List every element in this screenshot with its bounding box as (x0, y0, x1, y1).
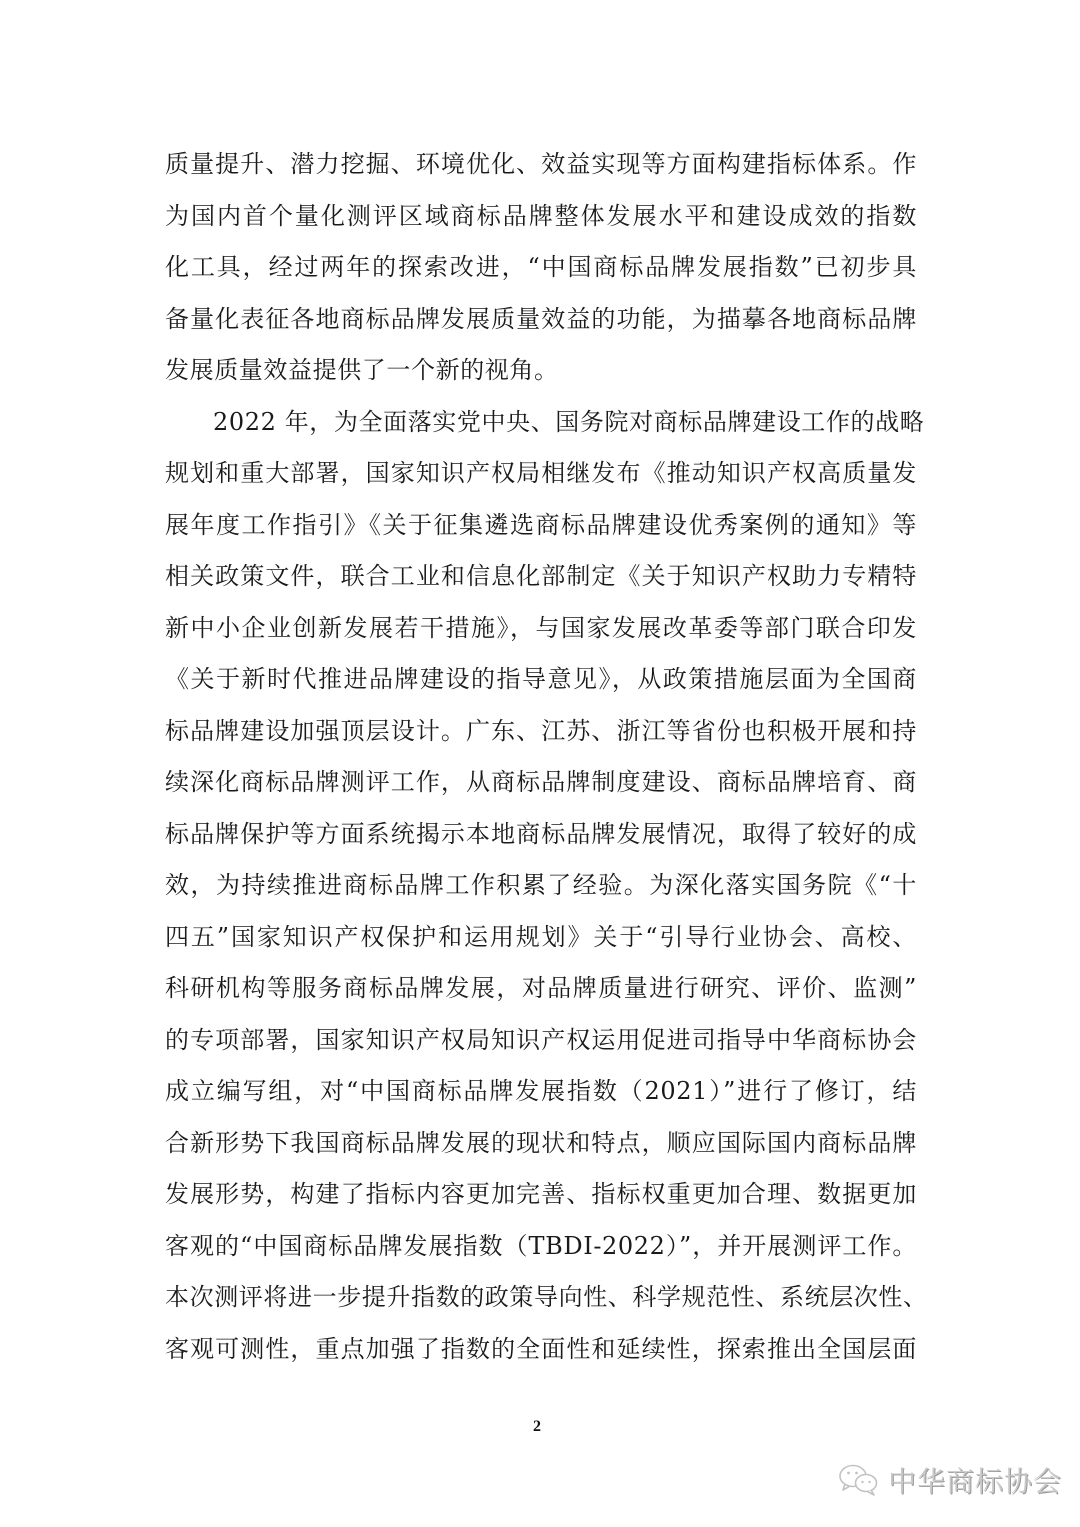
text-line: 效，为持续推进商标品牌工作积累了经验。为深化落实国务院《“十 (165, 871, 917, 899)
paragraph (165, 146, 917, 404)
watermark-text: 中华商标协会 (888, 1465, 1063, 1498)
text-line: 备量化表征各地商标品牌发展质量效益的功能，为描摹各地商标品牌 (165, 304, 917, 333)
text-line: 标品牌建设加强顶层设计。广东、江苏、浙江等省份也积极开展和持 (165, 716, 917, 745)
text-line: 客观的“中国商标品牌发展指数（TBDI-2022）”，并开展测评工作。 (165, 1231, 917, 1260)
text-line: 质量提升、潜力挖掘、环境优化、效益实现等方面构建指标体系。作 (165, 150, 917, 178)
watermark (838, 1458, 1062, 1502)
text-line: 化工具，经过两年的探索改进，“中国商标品牌发展指数”已初步具 (165, 253, 917, 281)
text-line: 续深化商标品牌测评工作，从商标品牌制度建设、商标品牌培育、商 (165, 768, 917, 796)
text-line: 展年度工作指引》《关于征集遴选商标品牌建设优秀案例的通知》等 (165, 510, 917, 539)
document-body (165, 146, 928, 1382)
text-line: 成立编写组，对“中国商标品牌发展指数（2021）”进行了修订，结 (165, 1077, 917, 1105)
wechat-icon (838, 1463, 880, 1497)
text-line: 标品牌保护等方面系统揭示本地商标品牌发展情况，取得了较好的成 (165, 819, 917, 848)
text-line: 发展形势，构建了指标内容更加完善、指标权重更加合理、数据更加 (165, 1180, 917, 1208)
text-line: 为国内首个量化测评区域商标品牌整体发展水平和建设成效的指数 (165, 201, 917, 230)
page-number: 2 (533, 1418, 541, 1435)
text-line: 2022 年，为全面落实党中央、国务院对商标品牌建设工作的战略 (213, 407, 925, 436)
text-line: 客观可测性，重点加强了指数的全面性和延续性，探索推出全国层面 (165, 1334, 917, 1363)
text-line: 相关政策文件，联合工业和信息化部制定《关于知识产权助力专精特 (165, 562, 917, 590)
text-line: 新中小企业创新发展若干措施》，与国家发展改革委等部门联合印发 (165, 613, 917, 642)
paragraph (165, 404, 928, 1383)
text-line: 四五”国家知识产权保护和运用规划》关于“引导行业协会、高校、 (165, 922, 917, 951)
text-line: 《关于新时代推进品牌建设的指导意见》，从政策措施层面为全国商 (165, 665, 917, 693)
text-line: 的专项部署，国家知识产权局知识产权运用促进司指导中华商标协会 (165, 1025, 917, 1054)
text-line: 科研机构等服务商标品牌发展，对品牌质量进行研究、评价、监测” (165, 974, 917, 1002)
text-line: 本次测评将进一步提升指数的政策导向性、科学规范性、系统层次性、 (165, 1283, 928, 1311)
text-line: 规划和重大部署，国家知识产权局相继发布《推动知识产权高质量发 (165, 459, 917, 487)
text-line: 合新形势下我国商标品牌发展的现状和特点，顺应国际国内商标品牌 (165, 1128, 917, 1157)
text-line: 发展质量效益提供了一个新的视角。 (165, 356, 559, 384)
